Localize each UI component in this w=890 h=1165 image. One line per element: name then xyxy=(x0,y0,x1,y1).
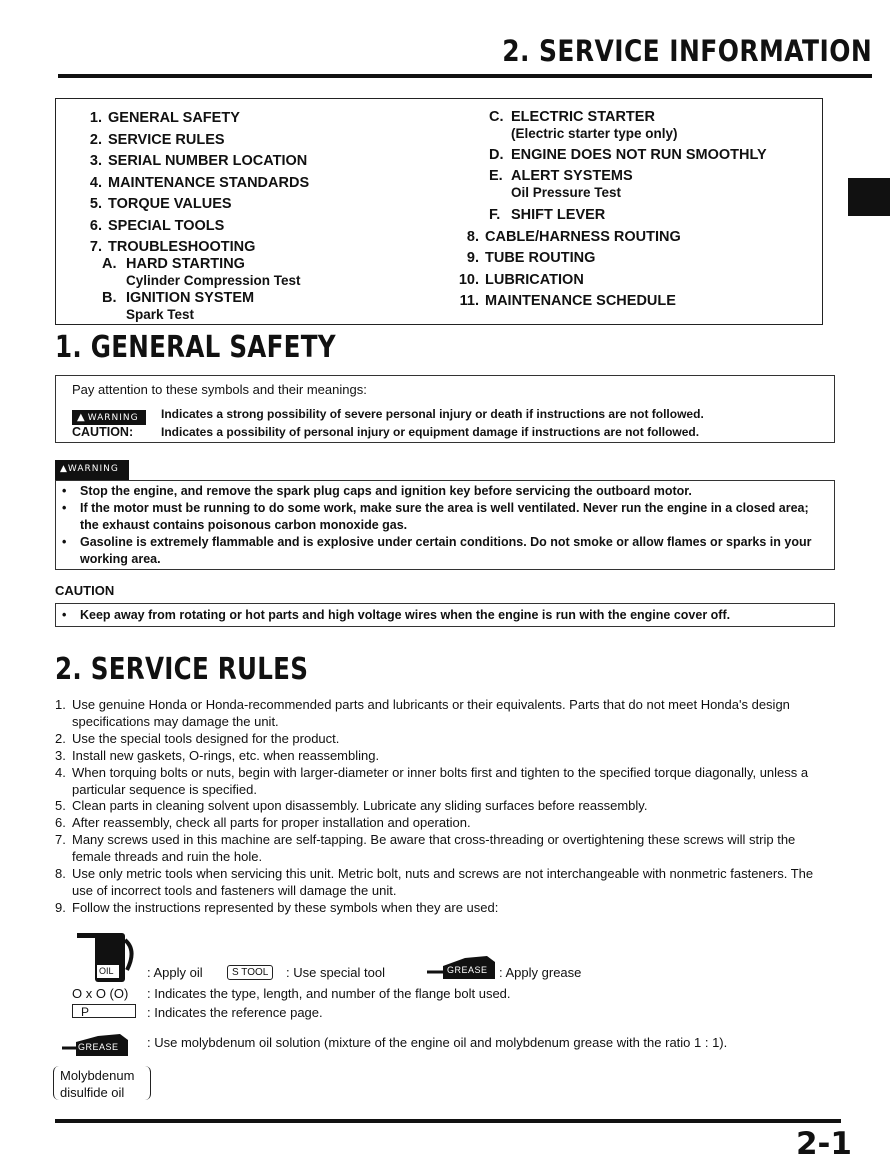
moly-desc: : Use molybdenum oil solution (mixture of the engine oil and molybdenum grease with the ratio 1 : 1). xyxy=(147,1035,728,1050)
rule-item: 3. Install new gaskets, O-rings, etc. when reassembling. xyxy=(55,747,380,763)
toc-item[interactable]: 5. TORQUE VALUES xyxy=(89,196,232,212)
toc-item[interactable]: 10. LUBRICATION xyxy=(458,271,584,288)
toc-item[interactable]: 1. GENERAL SAFETY xyxy=(89,110,240,126)
warning-triangle-icon: ▲ xyxy=(77,412,86,423)
moly-label-line1: Molybdenum xyxy=(60,1068,135,1083)
toc-subitem[interactable]: B. IGNITION SYSTEM xyxy=(102,290,255,306)
warning-badge: ▲ WARNING xyxy=(72,407,146,425)
toc-item[interactable]: 2. SERVICE RULES xyxy=(89,131,225,148)
rule-item: 6. After reassembly, check all parts for proper installation and operation. xyxy=(55,815,471,831)
oil-can-label: OIL xyxy=(99,966,114,976)
toc-item[interactable]: 4. MAINTENANCE STANDARDS xyxy=(89,174,310,191)
use-special-tool-text: : Use special tool xyxy=(286,965,385,980)
caution-heading: CAUTION xyxy=(55,583,115,598)
toc-subitem[interactable]: E. ALERT SYSTEMS xyxy=(489,168,633,184)
warning-item: • Stop the engine, and remove the spark plug caps and ignition key before servicing the outboard motor. xyxy=(62,484,692,498)
service-rules-list xyxy=(55,697,837,917)
apply-grease-text: : Apply grease xyxy=(499,965,582,980)
rule-item: 4. When torquing bolts or nuts, begin with larger-diameter or inner bolts first and tighten to the specified torque diagonally, unless a particular sequence is specified. xyxy=(55,764,809,797)
warning-header-badge: ▲WARNING xyxy=(55,460,129,480)
toc-subitem[interactable]: D. ENGINE DOES NOT RUN SMOOTHLY xyxy=(489,147,767,163)
oil-can-icon xyxy=(75,930,137,982)
grease-tube-label: GREASE xyxy=(447,965,488,975)
toc-item[interactable]: 9. TUBE ROUTING xyxy=(466,250,596,267)
toc-right-numbered xyxy=(455,230,681,315)
toc-subitem[interactable]: A. HARD STARTING xyxy=(102,256,245,272)
toc-item[interactable]: 3. SERIAL NUMBER LOCATION xyxy=(89,153,308,169)
rule-item: 1. Use genuine Honda or Honda-recommended parts and lubricants or their equivalents. Parts that do not meet Honda's design specifications may damage the unit. xyxy=(55,697,790,729)
section-tab-marker xyxy=(848,178,890,216)
apply-oil-text: : Apply oil xyxy=(147,965,203,980)
rule-item: 5. Clean parts in cleaning solvent upon disassembly. Lubricate any sliding surfaces before reassembly. xyxy=(55,798,648,814)
page-number: 2-1 xyxy=(795,1126,852,1162)
section-heading-general-safety: 1. GENERAL SAFETY xyxy=(55,330,336,365)
warning-list xyxy=(62,483,828,568)
toc-item[interactable]: 11. MAINTENANCE SCHEDULE xyxy=(459,292,676,309)
moly-label-line2: disulfide oil xyxy=(60,1085,125,1100)
moly-grease-icon xyxy=(60,1032,130,1058)
toc-subsubitem: Oil Pressure Test xyxy=(511,185,622,200)
grease-tube-icon xyxy=(425,952,497,980)
rule-item: 8. Use only metric tools when servicing this unit. Metric bolt, nuts and screws are not interchangeable with nonmetric fasteners. The use of incorrect tools and fasteners will damage the unit. xyxy=(55,866,814,898)
warning-item: • If the motor must be running to do some work, make sure the area is well ventilated. Never run the engine in a closed area; the exhaust contains poisonous carbon monoxide gas. xyxy=(62,501,809,532)
toc-item[interactable]: 7. TROUBLESHOOTING xyxy=(89,239,256,255)
toc-item[interactable]: 8. CABLE/HARNESS ROUTING xyxy=(466,229,681,245)
flange-bolt-code: O x O (O) xyxy=(72,986,129,1001)
caution-item: • Keep away from rotating or hot parts and high voltage wires when the engine is run with the engine cover off. xyxy=(62,608,731,622)
warning-meaning: Indicates a strong possibility of severe personal injury or death if instructions are not followed. xyxy=(161,407,704,421)
header-rule xyxy=(58,74,872,78)
reference-page-box: P xyxy=(72,1004,136,1018)
flange-bolt-desc: : Indicates the type, length, and number of the flange bolt used. xyxy=(147,986,511,1001)
toc-right-column xyxy=(489,110,767,229)
section-heading-service-rules: 2. SERVICE RULES xyxy=(55,652,309,687)
caution-label: CAUTION: xyxy=(72,425,134,439)
rule-item: 9. Follow the instructions represented by these symbols when they are used: xyxy=(55,899,499,915)
caution-meaning: Indicates a possibility of personal injury or equipment damage if instructions are not followed. xyxy=(161,425,700,439)
toc-subsubitem: Spark Test xyxy=(126,307,195,322)
rule-item: 2. Use the special tools designed for the product. xyxy=(55,730,340,746)
toc-subitem[interactable]: F. SHIFT LEVER xyxy=(489,207,606,223)
reference-page-desc: : Indicates the reference page. xyxy=(147,1005,323,1020)
toc-item[interactable]: 6. SPECIAL TOOLS xyxy=(89,217,225,234)
warning-triangle-icon: ▲ xyxy=(60,464,68,474)
footer-rule xyxy=(55,1119,841,1123)
toc-left-column xyxy=(82,111,309,325)
toc-subsubitem: Cylinder Compression Test xyxy=(126,273,301,288)
chapter-title: 2. SERVICE INFORMATION xyxy=(502,34,872,68)
toc-subsubitem: (Electric starter type only) xyxy=(511,126,678,141)
warning-item: • Gasoline is extremely flammable and is explosive under certain conditions. Do not smoke or allow flames or sparks in your working area. xyxy=(62,535,812,566)
rule-item: 7. Many screws used in this machine are self-tapping. Be aware that cross-threading or overtightening these screws will strip the female threads and ruin the hole. xyxy=(55,832,796,865)
special-tool-icon: S TOOL xyxy=(227,962,273,980)
moly-grease-label: GREASE xyxy=(78,1042,119,1052)
toc-subitem[interactable]: C. ELECTRIC STARTER xyxy=(489,109,655,125)
symbols-intro: Pay attention to these symbols and their meanings: xyxy=(72,382,367,397)
